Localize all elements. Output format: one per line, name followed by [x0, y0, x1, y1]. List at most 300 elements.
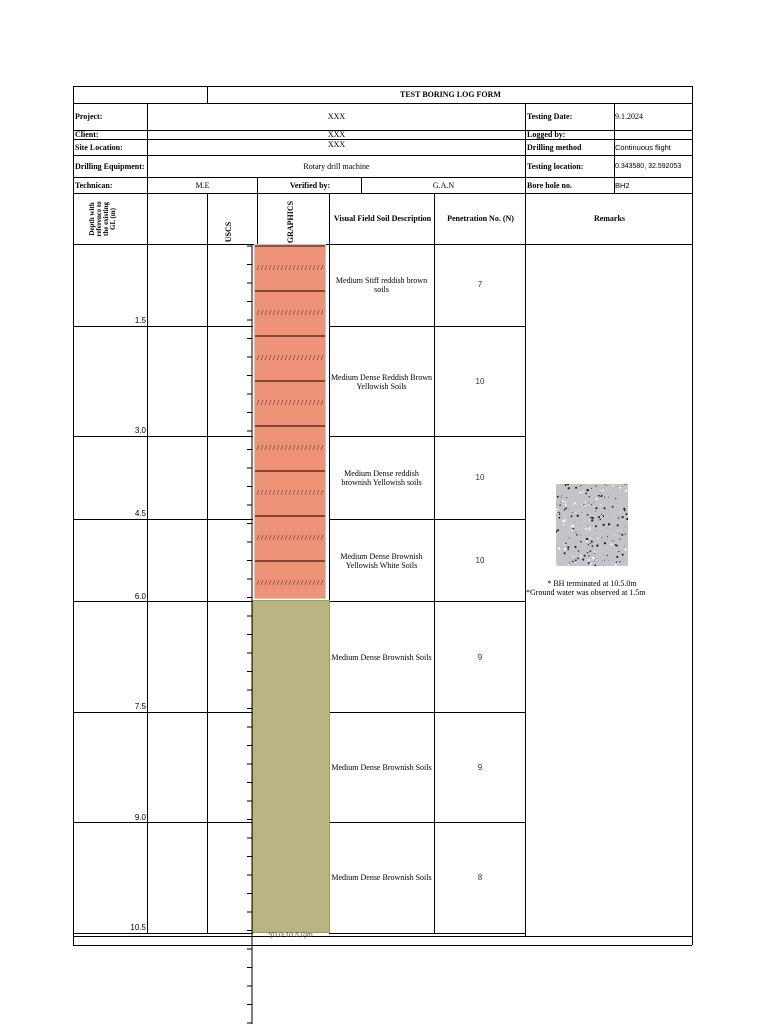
- hatch-tick: [261, 400, 263, 405]
- depth-mark: 6.0: [134, 592, 146, 601]
- speckle-dot: [607, 536, 608, 537]
- speckle-dot: [589, 504, 591, 506]
- description-column-header: Visual Field Soil Description: [333, 214, 432, 223]
- speckle-dot: [603, 484, 604, 485]
- hatch-tick: [317, 580, 319, 585]
- speckle-dot: [589, 519, 590, 520]
- hatch-tick: [297, 400, 299, 405]
- hatch-tick: [285, 265, 287, 270]
- speckle-dot: [589, 496, 590, 497]
- speckle-dot: [573, 546, 574, 547]
- speckle-dot: [589, 563, 591, 565]
- speckle-dot: [582, 559, 584, 561]
- hatch-tick: [317, 355, 319, 360]
- speckle-dot: [601, 514, 602, 515]
- speckle-dot: [596, 530, 597, 531]
- speckle-dot: [557, 529, 559, 531]
- speckle-dot: [592, 517, 594, 519]
- speckle-dot: [614, 534, 616, 536]
- n-value: 9: [477, 763, 483, 772]
- speckle-dot: [587, 552, 588, 553]
- speckle-dot: [626, 484, 627, 485]
- hatch-tick: [281, 445, 283, 450]
- hatch-tick: [289, 580, 291, 585]
- hatch-tick: [293, 355, 295, 360]
- hatch-tick: [285, 400, 287, 405]
- speckle-dot: [625, 490, 627, 492]
- drilling-equipment-value: Rotary drill machine: [303, 161, 370, 171]
- speckle-dot: [590, 517, 591, 518]
- speckle-dot: [591, 541, 593, 543]
- hatch-tick: [309, 355, 311, 360]
- speckle-dot: [600, 495, 602, 497]
- speckle-dot: [591, 488, 592, 489]
- speckle-dot: [579, 525, 580, 526]
- speckle-dot: [592, 557, 594, 559]
- speckle-dot: [585, 493, 587, 495]
- speckle-dot: [556, 523, 557, 524]
- speckle-dot: [604, 560, 605, 561]
- hatch-tick: [285, 490, 287, 495]
- hatch-tick: [281, 400, 283, 405]
- speckle-dot: [572, 528, 574, 530]
- speckle-dot: [559, 504, 561, 506]
- speckle-dot: [586, 538, 588, 540]
- n-value: 9: [477, 653, 483, 662]
- speckle-dot: [575, 532, 576, 533]
- speckle-dot: [595, 511, 596, 512]
- speckle-dot: [566, 497, 567, 498]
- speckle-dot: [616, 556, 618, 558]
- hatch-tick: [297, 265, 299, 270]
- speckle-dot: [586, 541, 588, 543]
- hatch-tick: [289, 355, 291, 360]
- hatch-tick: [317, 310, 319, 315]
- graphics-column-header: GRAPHICS: [286, 200, 295, 244]
- speckle-dot: [619, 512, 620, 513]
- speckle-dot: [626, 513, 628, 515]
- speckle-dot: [558, 517, 560, 519]
- hatch-tick: [301, 265, 303, 270]
- hatch-tick: [265, 265, 267, 270]
- speckle-dot: [600, 515, 601, 516]
- hatch-tick: [309, 265, 311, 270]
- speckle-dot: [574, 523, 575, 524]
- testing-location-label: Testing location:: [527, 161, 584, 171]
- hatch-tick: [281, 310, 283, 315]
- speckle-dot: [611, 543, 613, 545]
- hatch-tick: [313, 400, 315, 405]
- hatch-tick: [301, 580, 303, 585]
- speckle-dot: [581, 504, 582, 505]
- speckle-dot: [569, 562, 570, 563]
- speckle-dot: [624, 548, 626, 550]
- speckle-dot: [620, 530, 621, 531]
- speckle-dot: [622, 516, 624, 518]
- speckle-dot: [594, 506, 595, 507]
- speckle-dot: [574, 523, 575, 524]
- speckle-texture: [556, 484, 628, 566]
- speckle-dot: [600, 519, 601, 520]
- speckle-dot: [556, 563, 557, 565]
- n-value: 10: [475, 377, 485, 386]
- speckle-dot: [569, 509, 570, 510]
- speckle-dot: [594, 564, 596, 566]
- speckle-dot: [594, 561, 595, 562]
- speckle-dot: [571, 530, 573, 532]
- hatch-tick: [265, 580, 267, 585]
- speckle-dot: [617, 524, 619, 526]
- speckle-dot: [575, 487, 577, 489]
- speckle-dot: [565, 543, 567, 545]
- hatch-tick: [301, 355, 303, 360]
- hatch-tick: [285, 310, 287, 315]
- depth-column-header: Depth with reference to the existing GL (m): [88, 201, 117, 237]
- speckle-dot: [606, 485, 607, 486]
- hatch-tick: [289, 400, 291, 405]
- depth-mark: 1.5: [134, 316, 146, 325]
- speckle-dot: [584, 505, 586, 507]
- hatch-tick: [281, 355, 283, 360]
- hatch-tick: [301, 445, 303, 450]
- speckle-dot: [572, 512, 573, 513]
- speckle-dot: [598, 495, 600, 497]
- n-value: 10: [475, 473, 485, 482]
- speckle-dot: [617, 486, 618, 487]
- speckle-dot: [588, 544, 589, 545]
- speckle-dot: [598, 520, 599, 521]
- hatch-tick: [265, 445, 267, 450]
- layer-description: Medium Dense Brownish Soils: [331, 653, 432, 662]
- speckle-dot: [619, 487, 621, 489]
- hatch-tick: [269, 580, 271, 585]
- hatch-tick: [277, 355, 279, 360]
- hatch-tick: [313, 355, 315, 360]
- hatch-tick: [309, 445, 311, 450]
- uscs-column-header: USCS: [224, 221, 233, 243]
- hatch-tick: [273, 490, 275, 495]
- speckle-dot: [619, 561, 620, 562]
- hatch-tick: [313, 310, 315, 315]
- speckle-dot: [623, 508, 625, 510]
- speckle-dot: [618, 530, 619, 531]
- speckle-dot: [562, 520, 564, 522]
- hatch-tick: [289, 535, 291, 540]
- speckle-dot: [568, 564, 569, 565]
- speckle-dot: [572, 556, 573, 557]
- hatch-tick: [285, 355, 287, 360]
- speckle-dot: [624, 546, 625, 547]
- speckle-dot: [601, 537, 602, 538]
- hatch-tick: [293, 580, 295, 585]
- speckle-dot: [580, 492, 582, 494]
- speckle-dot: [615, 564, 617, 566]
- speckle-dot: [564, 509, 565, 510]
- hatch-tick: [261, 355, 263, 360]
- speckle-dot: [592, 545, 594, 547]
- penetration-column-header: Penetration No. (N): [447, 214, 514, 223]
- speckle-dot: [615, 544, 617, 546]
- hatch-tick: [305, 400, 307, 405]
- drilling-method-label: Drilling method: [527, 142, 582, 152]
- hatch-tick: [297, 490, 299, 495]
- hatch-tick: [305, 355, 307, 360]
- hatch-tick: [277, 310, 279, 315]
- speckle-dot: [580, 555, 582, 557]
- hatch-tick: [285, 535, 287, 540]
- hatch-tick: [293, 265, 295, 270]
- speckle-dot: [612, 485, 613, 486]
- speckle-dot: [587, 514, 589, 516]
- speckle-dot: [564, 552, 566, 554]
- hatch-tick: [305, 535, 307, 540]
- speckle-dot: [596, 498, 598, 500]
- hatch-tick: [321, 535, 323, 540]
- logged-by-label: Logged by:: [527, 129, 566, 139]
- speckle-dot: [621, 534, 623, 536]
- speckle-dot: [589, 527, 591, 529]
- speckle-dot: [571, 525, 573, 527]
- speckle-dot: [600, 504, 601, 505]
- speckle-dot: [575, 512, 576, 513]
- speckle-dot: [595, 525, 597, 527]
- hatch-tick: [261, 445, 263, 450]
- speckle-dot: [619, 538, 620, 539]
- speckle-dot: [608, 523, 610, 525]
- hatch-tick: [277, 445, 279, 450]
- speckle-dot: [600, 492, 601, 493]
- speckle-dot: [595, 507, 597, 509]
- speckle-dot: [615, 533, 616, 534]
- speckle-dot: [568, 487, 569, 488]
- speckle-dot: [612, 495, 613, 496]
- speckle-dot: [588, 529, 589, 530]
- speckle-dot: [608, 560, 609, 561]
- form-title: TEST BORING LOG FORM: [400, 90, 501, 99]
- technician-label: Technican:: [75, 180, 113, 190]
- hatch-tick: [277, 580, 279, 585]
- n-value: 7: [477, 280, 483, 289]
- speckle-dot: [567, 484, 569, 485]
- testing-location-value: 0.343580, 32.592053: [615, 162, 682, 170]
- hatch-tick: [305, 580, 307, 585]
- speckle-dot: [625, 526, 626, 527]
- hatch-tick: [297, 445, 299, 450]
- speckle-dot: [572, 504, 573, 505]
- hatch-tick: [321, 265, 323, 270]
- speckle-dot: [574, 502, 576, 504]
- speckle-dot: [567, 548, 569, 550]
- speckle-dot: [626, 498, 627, 499]
- hatch-tick: [313, 445, 315, 450]
- speckle-dot: [567, 546, 569, 548]
- speckle-dot: [580, 535, 581, 536]
- hatch-tick: [297, 580, 299, 585]
- hatch-tick: [269, 535, 271, 540]
- speckle-dot: [565, 504, 567, 506]
- hatch-tick: [321, 355, 323, 360]
- hatch-tick: [273, 310, 275, 315]
- hatch-tick: [317, 490, 319, 495]
- speckle-dot: [594, 518, 595, 519]
- speckle-dot: [626, 564, 627, 565]
- hatch-tick: [261, 265, 263, 270]
- speckle-dot: [625, 557, 626, 558]
- hatch-tick: [285, 580, 287, 585]
- hatch-tick: [317, 535, 319, 540]
- speckle-dot: [572, 561, 573, 562]
- hatch-tick: [265, 310, 267, 315]
- project-label: Project:: [75, 112, 103, 121]
- hatch-tick: [269, 310, 271, 315]
- depth-mark: 7.5: [134, 702, 146, 711]
- hatch-tick: [281, 580, 283, 585]
- speckle-dot: [590, 543, 591, 544]
- hatch-tick: [269, 490, 271, 495]
- hatch-tick: [265, 490, 267, 495]
- hatch-tick: [305, 445, 307, 450]
- hatch-tick: [301, 310, 303, 315]
- hatch-tick: [301, 535, 303, 540]
- speckle-dot: [602, 561, 603, 562]
- bore-hole-label: Bore hole no.: [527, 180, 572, 190]
- speckle-dot: [613, 517, 614, 518]
- hatch-tick: [273, 580, 275, 585]
- hatch-tick: [321, 310, 323, 315]
- speckle-dot: [624, 484, 625, 485]
- verified-by-label: Verified by:: [289, 180, 331, 190]
- speckle-dot: [618, 517, 619, 518]
- hatch-tick: [309, 535, 311, 540]
- speckle-dot: [575, 559, 577, 561]
- client-label: Client:: [75, 129, 99, 139]
- speckle-dot: [590, 550, 592, 552]
- hatch-tick: [313, 265, 315, 270]
- hatch-tick: [269, 445, 271, 450]
- speckle-dot: [574, 546, 576, 548]
- speckle-dot: [577, 558, 579, 560]
- speckle-dot: [622, 554, 624, 556]
- speckle-dot: [615, 498, 616, 499]
- drilling-method-value: Continuous flight: [615, 142, 671, 152]
- speckle-dot: [571, 515, 573, 517]
- hatch-tick: [289, 490, 291, 495]
- depth-tick-axis: [244, 244, 258, 1024]
- speckle-dot: [557, 504, 558, 505]
- speckle-dot: [589, 502, 590, 503]
- hatch-tick: [297, 310, 299, 315]
- hatch-tick: [265, 535, 267, 540]
- speckle-dot: [569, 537, 570, 538]
- remarks-soil-sample-image: [556, 484, 628, 566]
- speckle-dot: [585, 502, 586, 503]
- graphic-caption: *(0.0-10.5.0)m: [268, 932, 313, 939]
- hatch-tick: [261, 490, 263, 495]
- speckle-dot: [600, 490, 601, 491]
- speckle-dot: [612, 506, 614, 508]
- speckle-dot: [588, 554, 589, 555]
- hatch-tick: [261, 580, 263, 585]
- speckle-dot: [616, 562, 617, 563]
- depth-mark: 10.5: [130, 923, 146, 932]
- depth-mark: 9.0: [134, 813, 146, 822]
- speckle-dot: [587, 489, 588, 490]
- hatch-tick: [277, 490, 279, 495]
- hatch-tick: [321, 445, 323, 450]
- speckle-dot: [607, 555, 608, 556]
- speckle-dot: [598, 516, 600, 518]
- site-location-label: Site Location:: [75, 142, 123, 152]
- speckle-dot: [561, 497, 562, 498]
- speckle-dot: [612, 540, 613, 541]
- hatch-tick: [281, 265, 283, 270]
- speckle-dot: [559, 514, 560, 515]
- hatch-tick: [289, 310, 291, 315]
- hatch-tick: [317, 400, 319, 405]
- speckle-dot: [604, 484, 605, 485]
- hatch-tick: [261, 535, 263, 540]
- remarks-line-1: * BH terminated at 10.5.0m: [547, 579, 637, 588]
- hatch-tick: [309, 580, 311, 585]
- speckle-dot: [565, 508, 567, 510]
- n-value: 10: [475, 556, 485, 565]
- speckle-dot: [575, 562, 576, 563]
- hatch-tick: [289, 445, 291, 450]
- speckle-dot: [608, 497, 609, 498]
- logged-by-value: [615, 130, 692, 139]
- hatch-tick: [297, 535, 299, 540]
- speckle-dot: [603, 507, 605, 509]
- speckle-dot: [626, 518, 628, 520]
- speckle-dot: [593, 502, 594, 503]
- speckle-dot: [607, 539, 608, 540]
- hatch-tick: [277, 400, 279, 405]
- hatch-tick: [305, 490, 307, 495]
- speckle-dot: [561, 556, 562, 557]
- speckle-dot: [581, 512, 582, 513]
- hatch-tick: [277, 265, 279, 270]
- speckle-dot: [596, 544, 598, 546]
- layer-description: Medium Dense Brownish Soils: [331, 873, 432, 882]
- speckle-dot: [588, 559, 590, 561]
- site-location-value: XXX: [327, 140, 346, 149]
- hatch-tick: [293, 445, 295, 450]
- hatch-tick: [269, 265, 271, 270]
- hatch-tick: [309, 490, 311, 495]
- speckle-dot: [579, 486, 580, 487]
- hatch-tick: [285, 445, 287, 450]
- hatch-tick: [281, 535, 283, 540]
- speckle-dot: [565, 484, 567, 486]
- layer-description: Medium Stiff reddish brown soils: [335, 276, 428, 294]
- speckle-dot: [565, 502, 566, 503]
- speckle-dot: [619, 533, 620, 534]
- hatch-tick: [289, 265, 291, 270]
- speckle-dot: [583, 491, 585, 493]
- layer-description: Medium Dense Brownish Soils: [331, 763, 432, 772]
- client-value: XXX: [327, 129, 346, 139]
- hatch-tick: [313, 535, 315, 540]
- depth-mark: 3.0: [134, 426, 146, 435]
- hatch-tick: [301, 400, 303, 405]
- speckle-dot: [557, 509, 559, 511]
- speckle-dot: [595, 485, 596, 486]
- speckle-dot: [559, 512, 560, 513]
- speckle-dot: [602, 496, 604, 498]
- layer-description: Medium Dense Brownish Yellowish White Soils: [340, 552, 423, 570]
- hatch-tick: [261, 310, 263, 315]
- speckle-dot: [576, 534, 578, 536]
